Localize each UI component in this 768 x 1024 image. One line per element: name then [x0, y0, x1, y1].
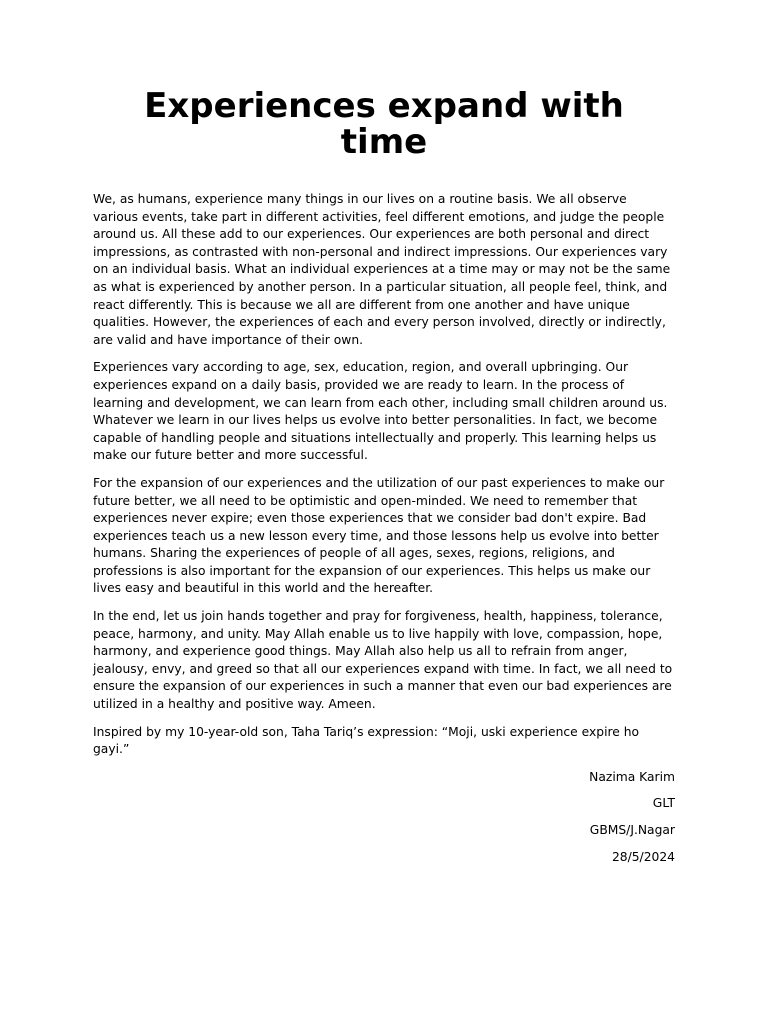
paragraph-1: We, as humans, experience many things in our lives on a routine basis. We all observe various events, take part in different activities, feel different emotions, and judge the people around us. All these add to our experiences. Our experiences are both personal and direct impressions, as contrasted with non-personal and indirect impressions. Our experiences vary on an individual basis. What an individual experiences at a time may or may not be the same as what is experienced by another person. In a particular situation, all people feel, think, and react differently. This is because we all are different from one another and have unique qualities. However, the experiences of each and every person involved, directly or indirectly, are valid and have importance of their own. — [93, 192, 671, 347]
document-page — [93, 88, 675, 875]
paragraph-3: For the expansion of our experiences and the utilization of our past experiences to make our future better, we all need to be optimistic and open-minded. We need to remember that experiences never expire; even those experiences that we consider bad don't expire. Bad experiences teach us a new lesson every time, and those lessons help us evolve into better humans. Sharing the experiences of people of all ages, sexes, regions, religions, and professions is also important for the expansion of our experiences. This helps us make our lives easy and beautiful in this world and the hereafter. — [93, 475, 665, 596]
author-role: GLT — [652, 796, 675, 811]
document-title: Experiences expand with time — [144, 86, 624, 162]
document-date: 28/5/2024 — [611, 849, 675, 864]
paragraph-2: Experiences vary according to age, sex, education, region, and overall upbringing. Our experiences expand on a daily basis, provided we are ready to learn. In the process of learning and development, we can learn from each other, including small children around us. Whatever we learn in our lives helps us evolve into better personalities. In fact, we become capable of handling people and situations intellectually and properly. This learning helps us make our future better and more successful. — [93, 360, 668, 463]
paragraph-4: In the end, let us join hands together and pray for forgiveness, health, happiness, tolerance, peace, harmony, and unity. May Allah enable us to live happily with love, compassion, hope, harmony, and experience good things. May Allah also help us all to refrain from anger, jealousy, envy, and greed so that all our experiences expand with time. In fact, we all need to ensure the expansion of our experiences in such a manner that even our bad experiences are utilized in a healthy and positive way. Ameen. — [93, 609, 673, 712]
signature-block — [93, 769, 675, 866]
inspiration-note: Inspired by my 10-year-old son, Taha Tariq’s expression: “Moji, uski experience expire ho gayi.” — [93, 724, 640, 757]
author-name: Nazima Karim — [589, 769, 675, 784]
author-organization: GBMS/J.Nagar — [589, 823, 675, 837]
